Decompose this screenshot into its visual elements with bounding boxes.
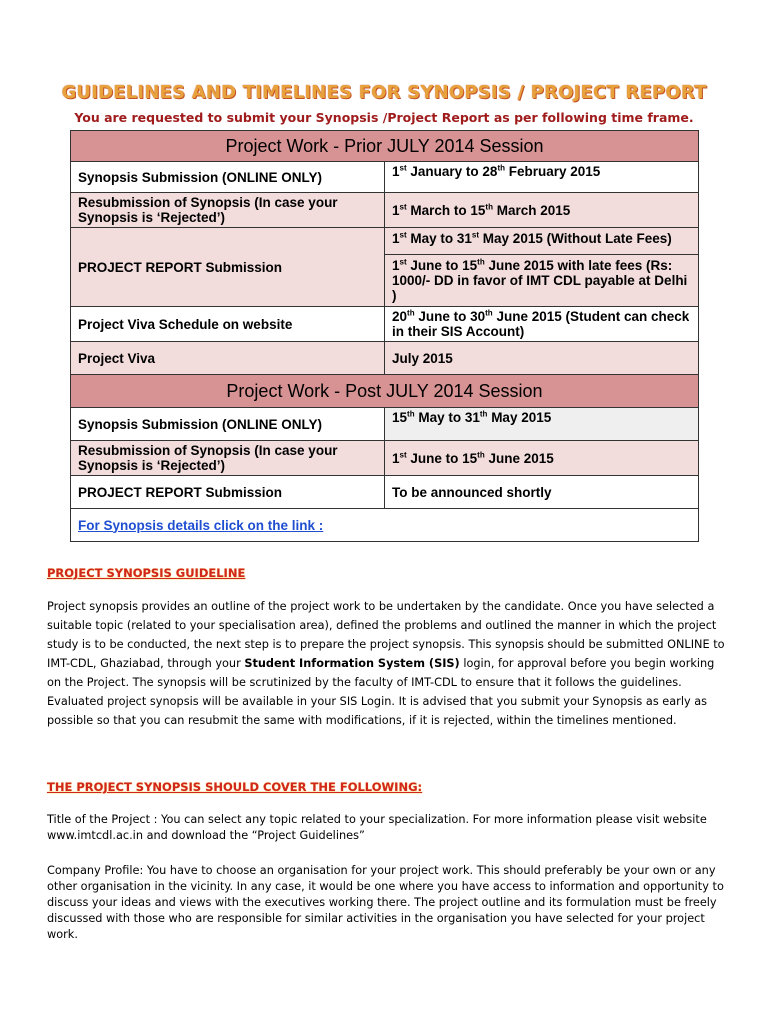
prior-report-value-1: 1st May to 31st May 2015 (Without Late Fees) [392,230,672,246]
post-report-label: PROJECT REPORT Submission [71,476,385,509]
prior-synopsis-value: 1st January to 28th February 2015 [385,162,699,193]
post-synopsis-value: 15th May to 31th May 2015 [385,408,699,441]
post-report-value: To be announced shortly [385,476,699,509]
synopsis-details-row [71,509,699,542]
prior-report-label: PROJECT REPORT Submission [71,228,385,307]
prior-resub-label: Resubmission of Synopsis (In case your Synopsis is ‘Rejected’) [71,193,385,228]
company-profile-text: Company Profile: You have to choose an organisation for your project work. This should preferably be your own or any other organisation in the vicinity. In any case, it would be one where you have access to information and opportunity to discuss your ideas and views with the executives working there. The project outline and its formulation must be freely discussed with those who are responsible for similar activities in the organisation you have selected for your project work. [47,864,724,941]
prior-viva-value: July 2015 [385,342,699,375]
session-prior-header: Project Work - Prior JULY 2014 Session [71,131,699,162]
prior-viva-schedule-value: 20th June to 30th June 2015 (Student can check in their SIS Account) [385,307,699,342]
post-resub-value: 1st June to 15th June 2015 [385,441,699,476]
post-synopsis-label: Synopsis Submission (ONLINE ONLY) [71,408,385,441]
prior-viva-label: Project Viva [71,342,385,375]
post-resub-label: Resubmission of Synopsis (In case your Synopsis is ‘Rejected’) [71,441,385,476]
page-title: GUIDELINES AND TIMELINES FOR SYNOPSIS / PROJECT REPORT [61,82,707,103]
page-subtitle: You are requested to submit your Synopsis /Project Report as per following time frame. [74,110,694,125]
project-title-text: Title of the Project : You can select any topic related to your specialization. For more information please visit website www.imtcdl.ac.in and download the “Project Guidelines” [47,813,707,842]
prior-synopsis-label: Synopsis Submission (ONLINE ONLY) [71,162,385,193]
synopsis-guideline-text: Project synopsis provides an outline of the project work to be undertaken by the candidate. Once you have selected a suitable topic (related to your specialisation area), defined the problems and outlined the manner in which the project study is to be conducted, the next step is to prepare the project synopsis. This synopsis should be submitted ONLINE to IMT-CDL, Ghaziabad, through your Student Information System (SIS) login, for approval before you begin working on the Project. The synopsis will be scrutinized by the faculty of IMT-CDL to ensure that it follows the guidelines. Evaluated project synopsis will be available in your SIS Login. It is advised that you submit your Synopsis as early as possible so that you can resubmit the same with modifications, if it is rejected, within the timelines mentioned. [47,600,725,727]
timeline-table [70,130,699,542]
prior-resub-value: 1st March to 15th March 2015 [385,193,699,228]
cover-heading: THE PROJECT SYNOPSIS SHOULD COVER THE FOLLOWING: [47,780,423,794]
synopsis-guideline-heading: PROJECT SYNOPSIS GUIDELINE [47,566,246,580]
prior-viva-schedule-label: Project Viva Schedule on website [71,307,385,342]
prior-report-value [385,228,699,307]
synopsis-details-link[interactable]: For Synopsis details click on the link : [78,517,324,533]
session-post-header: Project Work - Post JULY 2014 Session [71,375,699,408]
prior-report-value-2: 1st June to 15th June 2015 with late fees (Rs: 1000/- DD in favor of IMT CDL payable at Delhi ) [385,254,698,306]
